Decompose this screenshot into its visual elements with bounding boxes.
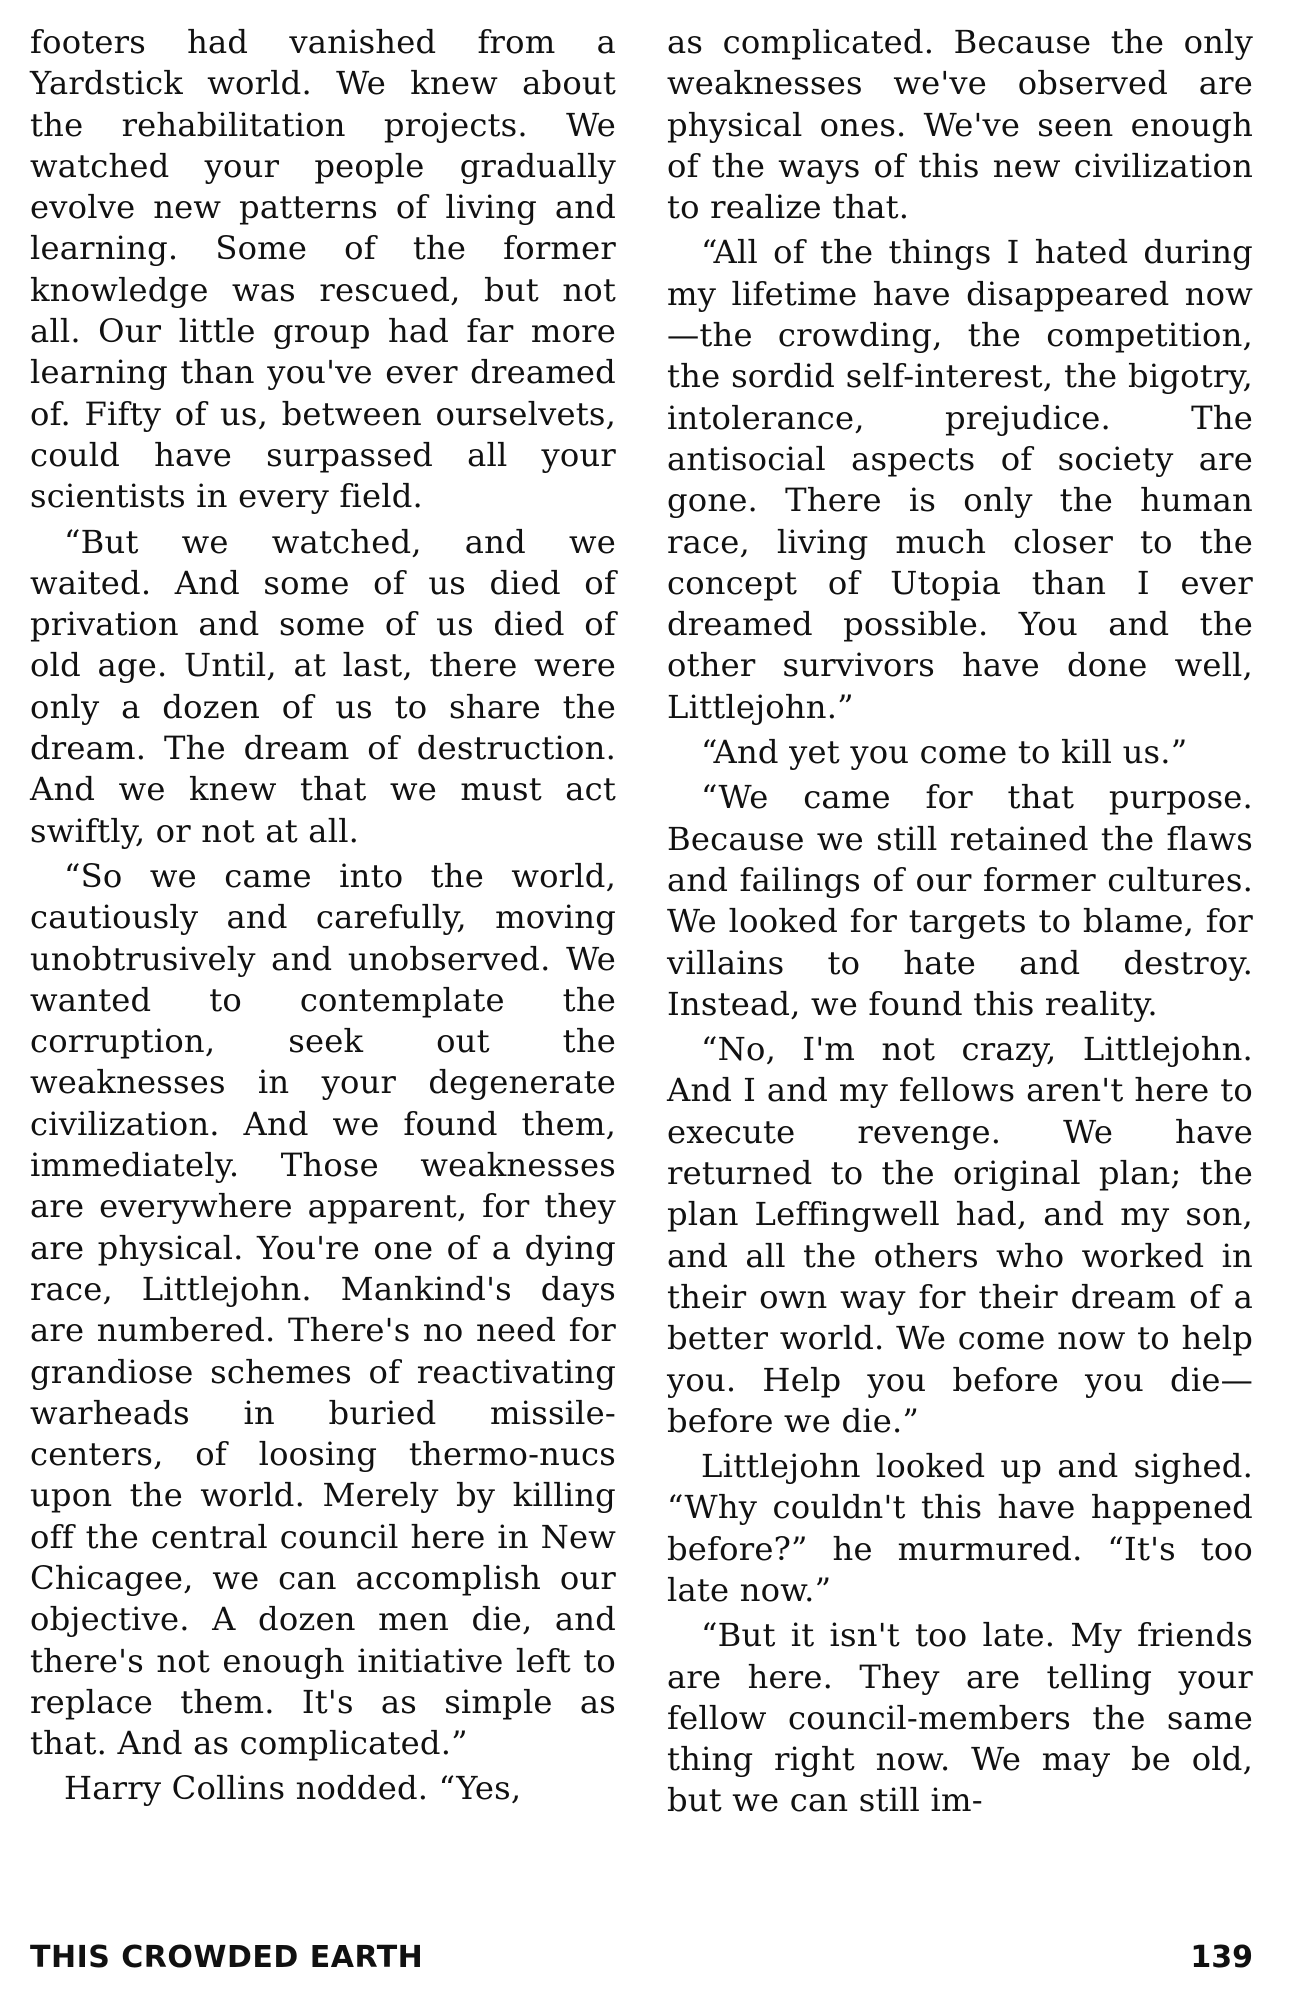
paragraph: as complicated. Because the only weaknesses we've observed are physical ones. We've seen enough of the ways of this new civilization to realize that.: [667, 23, 1253, 227]
paragraph: “So we came into the world, cautiously and carefully, moving unobtrusively and unobserved. We wanted to contemplate the corruption, seek out the weaknesses in your degenerate civilization. And we found them, immediately. Those weaknesses are everywhere apparent, for they are physical. You're one of a dying race, Littlejohn. Mankind's days are numbered. There's no need for grandiose schemes of reactivating warheads in buried missile-centers, of loosing thermo-nucs upon the world. Merely by killing off the central council here in New Chicagee, we can accomplish our objective. A dozen men die, and there's not enough initiative left to replace them. It's as simple as that. And as complicated.”: [30, 856, 616, 1763]
paragraph: “But it isn't too late. My friends are here. They are telling your fellow council-members the same thing right now. We may be old, but we can still im-: [667, 1616, 1253, 1820]
right-text-column: [667, 22, 1253, 1826]
left-text-column: [30, 22, 616, 1814]
paragraph: “And yet you come to kill us.”: [701, 733, 1188, 772]
page-number: 139: [1190, 1940, 1253, 1975]
paragraph: “No, I'm not crazy, Littlejohn. And I and my fellows aren't here to execute revenge. We have returned to the original plan; the plan Leffingwell had, and my son, and all the others who worked in their own way for their dream of a better world. We come now to help you. Help you before you die—before we die.”: [667, 1030, 1253, 1440]
paragraph: “But we watched, and we waited. And some of us died of privation and some of us died of old age. Until, at last, there were only a dozen of us to share the dream. The dream of destruction. And we knew that we must act swiftly, or not at all.: [30, 522, 616, 850]
paragraph: Harry Collins nodded. “Yes,: [64, 1769, 522, 1808]
paragraph: “We came for that purpose. Because we still retained the flaws and failings of our former cultures. We looked for targets to blame, for villains to hate and destroy. Instead, we found this reality.: [667, 778, 1253, 1023]
paragraph: Littlejohn looked up and sighed. “Why couldn't this have happened before?” he murmured. “It's too late now.”: [667, 1447, 1253, 1609]
paragraph: footers had vanished from a Yardstick world. We knew about the rehabilitation projects. We watched your people gradually evolve new patterns of living and learning. Some of the former knowledge was rescued, but not all. Our little group had far more learning than you've ever dreamed of. Fifty of us, between ourselvets, could have surpassed all your scientists in every field.: [30, 23, 616, 516]
running-footer-title: THIS CROWDED EARTH: [30, 1940, 424, 1975]
paragraph: “All of the things I hated during my lifetime have disappeared now—the crowding, the competition, the sordid self-interest, the bigotry, intolerance, prejudice. The antisocial aspects of society are gone. There is only the human race, living much closer to the concept of Utopia than I ever dreamed possible. You and the other survivors have done well, Littlejohn.”: [667, 233, 1253, 726]
